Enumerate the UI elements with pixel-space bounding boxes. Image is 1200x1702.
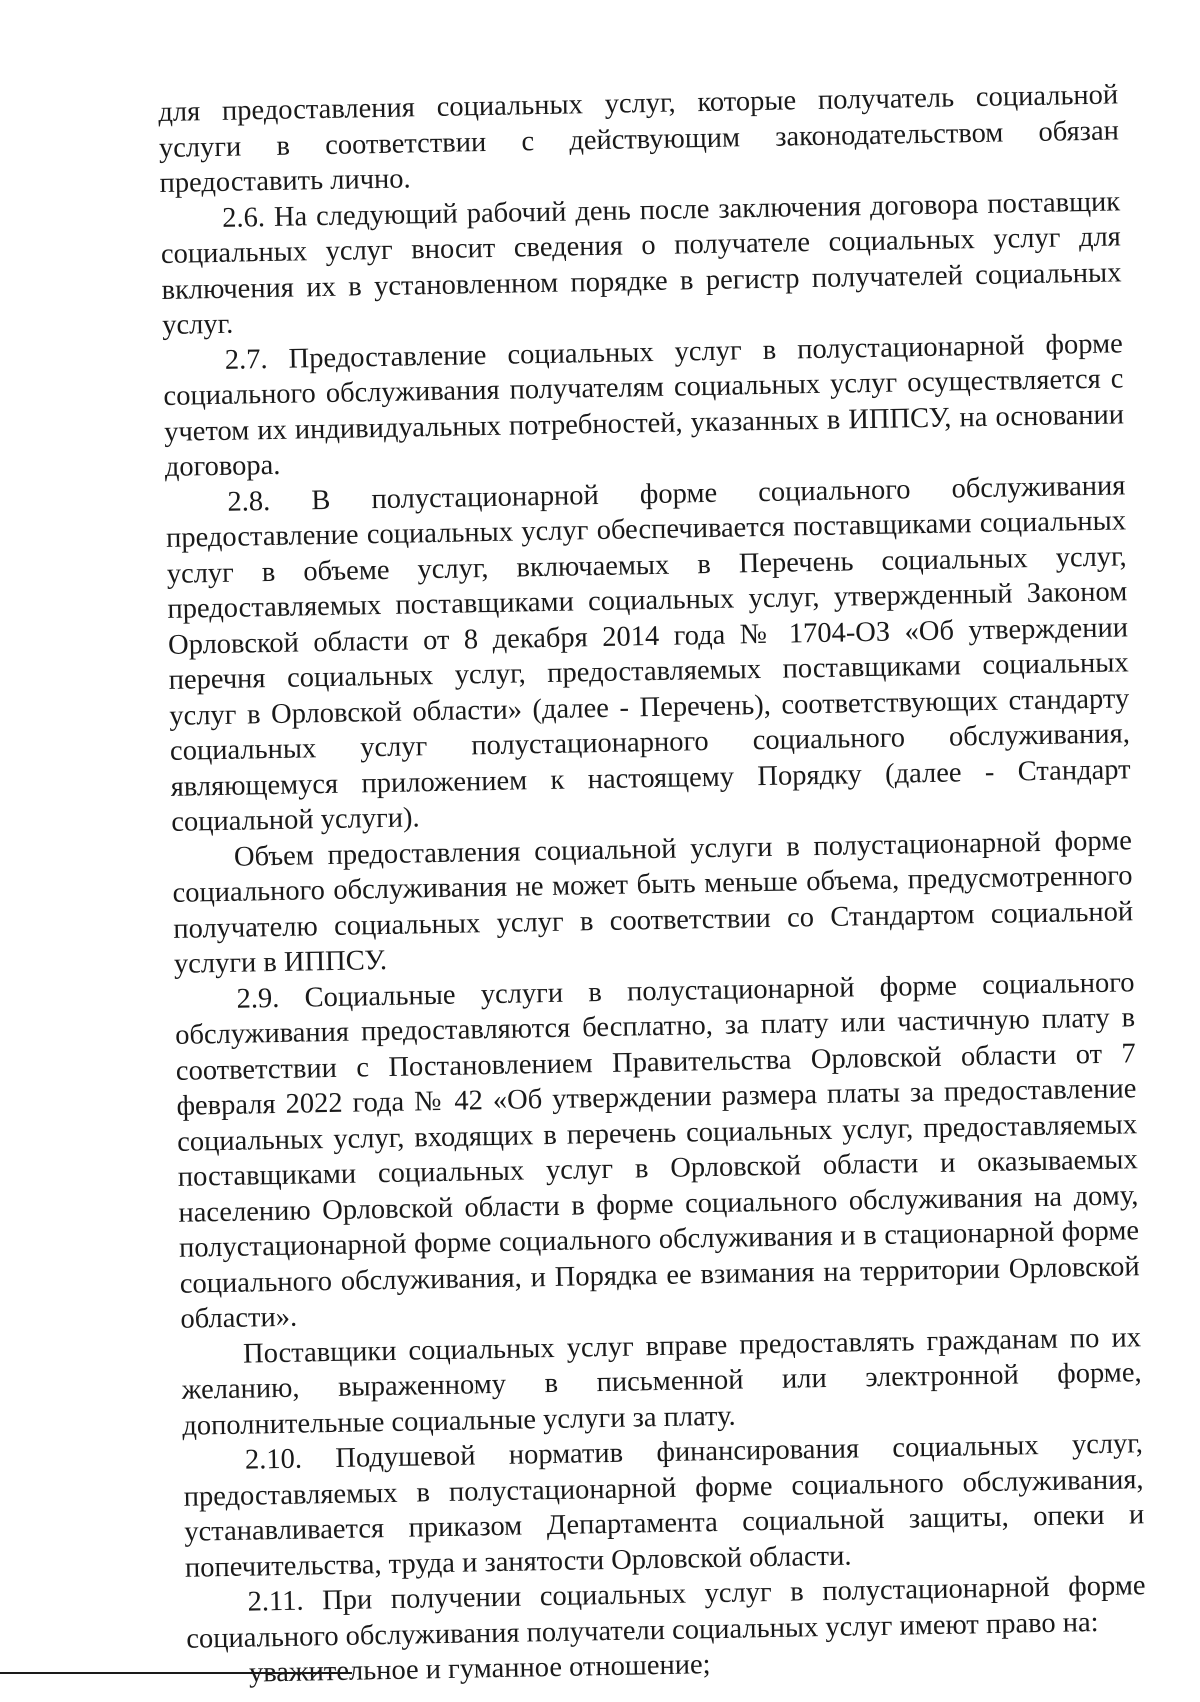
paragraph-2-11: 2.11. При получении социальных услуг в полустационарной форме социального обслуживания получатели социальных услуг имеют право на: [186, 1570, 1146, 1655]
list-item-respectful-treatment: уважительное и гуманное отношение; [248, 1649, 711, 1689]
paragraph-additional-services: Поставщики социальных услуг вправе предоставлять гражданам по их желанию, выраженному в письменной или электронной форме, дополнительные социальные услуги за плату. [181, 1321, 1142, 1442]
paragraph-continuation: для предоставления социальных услуг, которые получатель социальной услуги в соответствии с действующим законодательством обязан предоставить лично. [158, 79, 1120, 199]
paragraph-2-8: 2.8. В полустационарной форме социального обслуживания предоставление социальных услуг обеспечивается поставщиками социальных услуг в объеме услуг, включаемых в Перечень социальных услуг, предоставляемых поставщиками социальных услуг, утвержденный Законом Орловской области от 8 декабря 2014 года № 1704-ОЗ «Об утверждении перечня социальных услуг, предоставляемых поставщиками социальных услуг в Орловской области» (далее - Перечень), соответствующих стандарту социальных услуг полустационарного социального обслуживания, являющемуся приложением к настоящему Порядку (далее - Стандарт социальной услуги). [165, 469, 1131, 838]
paragraph-service-volume: Объем предоставления социальной услуги в полустационарной форме социального обслуживания не может быть меньше объема, предусмотренного получателю социальных услуг в соответствии со Стандартом социальной услуги в ИППСУ. [172, 824, 1134, 980]
paragraph-2-9: 2.9. Социальные услуги в полустационарной форме социального обслуживания предоставляются бесплатно, за плату или частичную плату в соответствии с Постановлением Правительства Орловской области от 7 февраля 2022 года № 42 «Об утверждении размера платы за предоставление социальных услуг, входящих в перечень социальных услуг, предоставляемых поставщиками социальных услуг в Орловской области и оказываемых населению Орловской области в форме социального обслуживания на дому, полустационарной форме социального обслуживания и в стационарной форме социального обслуживания, и Порядка ее взимания на территории Орловской области». [174, 966, 1140, 1335]
paragraph-2-10: 2.10. Подушевой норматив финансирования социальных услуг, предоставляемых в полустационарной форме социального обслуживания, устанавливается приказом Департамента социальной защиты, опеки и попечительства, труда и занятости Орловской области. [183, 1428, 1145, 1584]
footnote-separator-line [0, 1672, 352, 1674]
paragraph-2-6: 2.6. На следующий рабочий день после заключения договора поставщик социальных услуг вносит сведения о получателе социальных услуг для включения их в установленном порядке в регистр получателей социальных услуг. [160, 185, 1122, 341]
document-body [158, 77, 1147, 1692]
paragraph-2-7: 2.7. Предоставление социальных услуг в полустационарной форме социального обслуживания получателям социальных услуг осуществляется с учетом их индивидуальных потребностей, указанных в ИППСУ, на основании договора. [163, 327, 1125, 483]
